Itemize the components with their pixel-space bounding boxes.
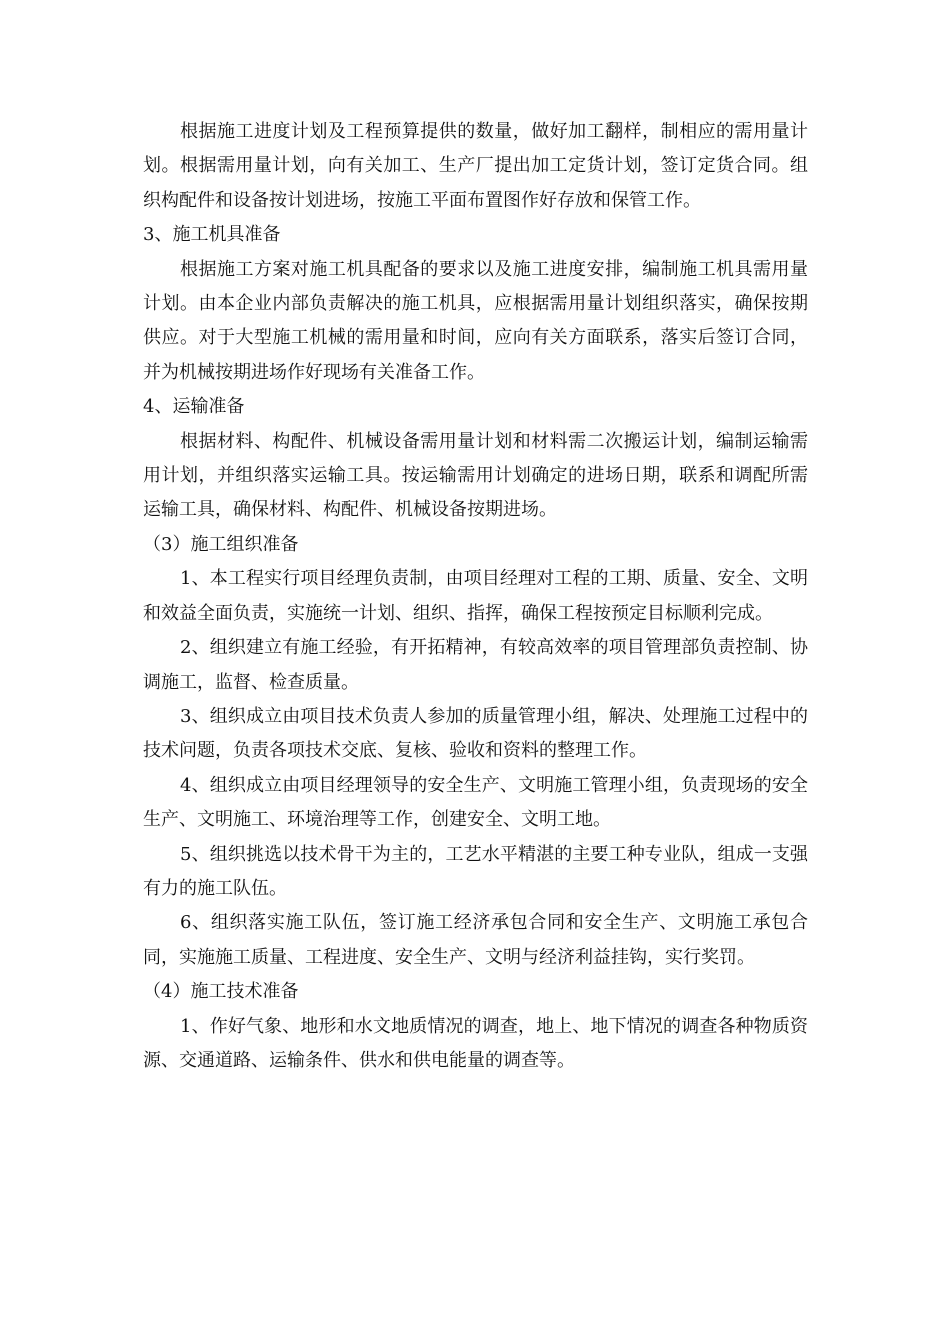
body-paragraph: 5、组织挑选以技术骨干为主的，工艺水平精湛的主要工种专业队，组成一支强有力的施工队伍。 bbox=[143, 843, 808, 899]
section-heading: 3、施工机具准备 bbox=[143, 224, 281, 246]
body-paragraph: 1、本工程实行项目经理负责制，由项目经理对工程的工期、质量、安全、文明和效益全面负责，实施统一计划、组织、指挥，确保工程按预定目标顺利完成。 bbox=[143, 568, 808, 624]
section-heading: 4、运输准备 bbox=[143, 396, 245, 418]
body-paragraph: 根据施工进度计划及工程预算提供的数量，做好加工翻样，制相应的需用量计划。根据需用量计划，向有关加工、生产厂提出加工定货计划，签订定货合同。组织构配件和设备按计划进场，按施工平面布置图作好存放和保管工作。 bbox=[143, 121, 808, 211]
body-paragraph: 2、组织建立有施工经验，有开拓精神，有较高效率的项目管理部负责控制、协调施工，监督、检查质量。 bbox=[143, 637, 808, 693]
section-heading: （4）施工技术准备 bbox=[143, 981, 299, 1003]
body-paragraph: 根据施工方案对施工机具配备的要求以及施工进度安排，编制施工机具需用量计划。由本企业内部负责解决的施工机具，应根据需用量计划组织落实，确保按期供应。对于大型施工机械的需用量和时间，应向有关方面联系，落实后签订合同，并为机械按期进场作好现场有关准备工作。 bbox=[143, 258, 808, 383]
section-heading: （3）施工组织准备 bbox=[143, 533, 299, 555]
body-paragraph: 3、组织成立由项目技术负责人参加的质量管理小组，解决、处理施工过程中的技术问题，负责各项技术交底、复核、验收和资料的整理工作。 bbox=[143, 705, 808, 762]
body-paragraph: 4、组织成立由项目经理领导的安全生产、文明施工管理小组，负责现场的安全生产、文明施工、环境治理等工作，创建安全、文明工地。 bbox=[143, 774, 808, 831]
body-paragraph: 根据材料、构配件、机械设备需用量计划和材料需二次搬运计划，编制运输需用计划，并组织落实运输工具。按运输需用计划确定的进场日期，联系和调配所需运输工具，确保材料、构配件、机械设备按期进场。 bbox=[143, 430, 808, 521]
body-paragraph: 1、作好气象、地形和水文地质情况的调查，地上、地下情况的调查各种物质资源、交通道路、运输条件、供水和供电能量的调查等。 bbox=[143, 1015, 808, 1071]
body-paragraph: 6、组织落实施工队伍，签订施工经济承包合同和安全生产、文明施工承包合同，实施施工质量、工程进度、安全生产、文明与经济利益挂钩，实行奖罚。 bbox=[143, 912, 808, 968]
document-body bbox=[143, 115, 808, 1078]
